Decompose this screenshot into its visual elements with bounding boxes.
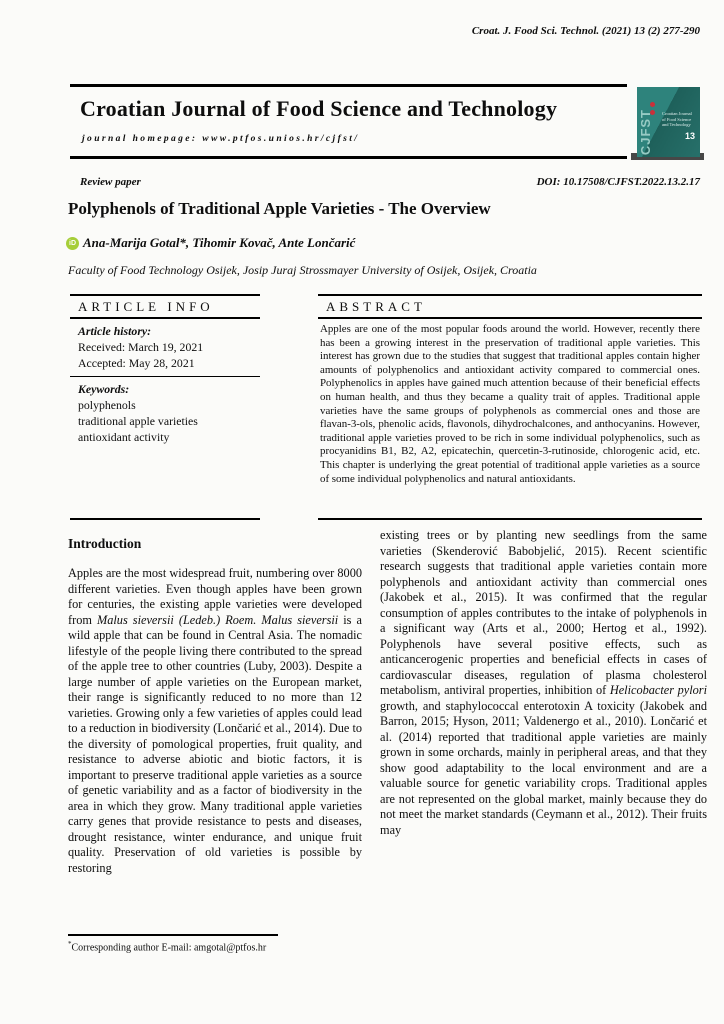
abstract-heading: ABSTRACT [326,299,426,314]
article-type-label: Review paper [80,176,141,188]
body-left-column [68,536,362,876]
journal-title: Croatian Journal of Food Science and Technology [80,96,558,121]
introduction-heading: Introduction [68,536,142,551]
footnote-marker: * [68,940,72,948]
keyword-item: antioxidant activity [78,430,170,444]
masthead-top-rule [70,84,627,87]
running-head-citation: Croat. J. Food Sci. Technol. (2021) 13 (2) 277-290 [471,25,700,37]
orcid-icon-text: iD [69,239,76,247]
cover-title-small: Croatian Journal of Food Science and Technology [662,111,692,128]
intro-text: is a wild apple that can be found in Central Asia. The nomadic lifestyle of the people living there contributed to the spread of the apple tree to other countries (Luby, 2003). Despite a large number of apple varieties on the European market, their range is significantly reduced to no more than 12 varieties. Growing only a few varieties of apples could lead to a reduction in biodiversity (Lončarić et al., 2014). Due to the diversity of pomological properties, fruit quality, and resistance to adverse abiotic and biotic factors, it is important to preserve traditional apple varieties as a source of genetic variability and as a factor of biodiversity in the area in which they grow. Many traditional apple varieties carry genes that provide resistance to pests and diseases, drought resistance, winter endurance, and unique fruit quality. Preservation of old varieties is possible by restoring [68,612,363,875]
doi-text: DOI: 10.17508/CJFST.2022.13.2.17 [536,176,700,188]
corresponding-author-footnote [68,940,266,953]
abstract-heading-rule [318,317,702,319]
abstract-box [318,294,702,520]
body-text: existing trees or by planting new seedlings from the same varieties (Skenderović Babobjelić, 2015). Recent scientific research suggests that traditional apple varieties contain more polyphenols and antioxidant activity than commercial ones (Jakobek et al., 2015). It was confirmed that the regular consumption of apples contributes to the intake of polyphenols in a significant way (Arts et al., 2000; Hertog et al., 1992). Polyphenols have several positive effects, such as anticancerogenic properties and beneficial effects in cases of cardiovascular diseases, regulation of plasma cholesterol metabolism, antiviral properties, inhibition of [380,528,707,697]
article-history-section [70,319,260,376]
footnote-text: Corresponding author E-mail: amgotal@ptfos.hr [71,942,267,954]
received-date: Received: March 19, 2021 [78,340,204,354]
intro-text-italic: Malus sieversii (Ledeb.) Roem. Malus sieversii [96,612,339,627]
footnote-rule [68,934,278,936]
keywords-label: Keywords: [78,382,130,396]
body-right-column [380,528,707,838]
article-history-label: Article history: [78,324,152,338]
cover-issue-number: 13 [684,131,695,141]
body-text-italic: Helicobacter pylori [609,683,708,697]
journal-cover-thumbnail [637,87,700,157]
masthead-bottom-rule [70,156,627,159]
introduction-paragraph [68,566,362,876]
journal-homepage-link[interactable]: journal homepage: www.ptfos.unios.hr/cjfst/ [82,134,360,144]
body-text: growth, and staphylococcal enterotoxin A toxicity (Jakobek and Barron, 2015; Hyson, 2011; Valdenergo et al., 2010). Lončarić et al. (2014) reported that traditional apple varieties are mainly grown in some orchards, mainly in peripheral areas, and that they show good adaptability to the local environment and are a valuable source for genetic variability crops. Traditional apples are not represented on the global market, mainly because they do not meet the market standards (Ceymann et al., 2012). Their fruits may [380,698,707,837]
abstract-text: Apples are one of the most popular foods around the world. However, recently there has been a growing interest in the preservation of traditional apple varieties. This interest has grown due to the studies that suggest that traditional apples contain higher amounts of polyphenolics and antioxidant activity compared to commercial ones. Polyphenolics in apples have gained much attention because of their beneficial effects on human health, and thus they became a quality trait of apples. Traditional apple varieties have the same groups of polyphenols as commercial ones and those are flavan-3-ols, phenolic acids, flavonols, dihydrochalcones, and anthocyanins. However, traditional apple varieties proved to be rich in some individual polyphenolics, such as procyanidins B1, B2, A2, epicatechin, quercetin-3-rutinoside, chlorogenic acid, etc. This chapter is underlying the great potential of traditional apple varieties as a source of some individual polyphenolics and natural antioxidants. [320,323,700,485]
keywords-section [70,377,260,450]
article-title: Polyphenols of Traditional Apple Varieties - The Overview [68,199,491,218]
body-paragraph [380,528,707,838]
cover-red-dot [650,102,655,107]
accepted-date: Accepted: May 28, 2021 [78,356,195,370]
cover-initials: CJFST [638,108,653,155]
affiliation-line: Faculty of Food Technology Osijek, Josip Juraj Strossmayer University of Osijek, Osijek, Croatia [68,263,537,277]
keyword-item: polyphenols [78,398,136,412]
intro-text: Apples are the most widespread fruit, numbering over 8000 different varieties. Even though apples have been grown for centuries, the existing apple varieties were developed from [68,566,362,627]
orcid-icon[interactable] [66,237,79,250]
authors-row [66,235,355,251]
article-info-box [70,294,260,520]
article-info-heading: ARTICLE INFO [78,299,214,314]
authors-line: Ana-Marija Gotal*, Tihomir Kovač, Ante Lončarić [83,235,356,250]
keyword-item: traditional apple varieties [78,414,198,428]
